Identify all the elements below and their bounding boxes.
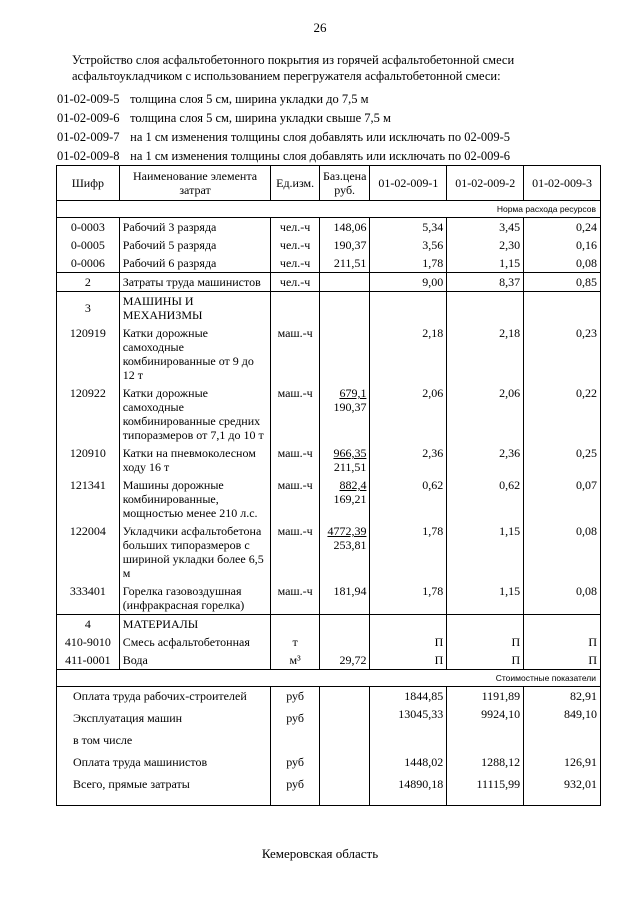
cell-unit: м³ — [271, 651, 320, 670]
cost-v1 — [370, 727, 447, 749]
code: 01-02-009-6 — [57, 111, 120, 125]
cost-v2: 1191,89 — [447, 687, 524, 706]
cell-name: Затраты труда машинистов — [119, 273, 271, 292]
page-number: 26 — [313, 20, 327, 35]
table-row — [57, 384, 601, 444]
cell-price — [319, 324, 370, 384]
cost-unit: руб — [271, 771, 320, 806]
code-description: толщина слоя 5 см, ширина укладки до 7,5 м — [130, 92, 369, 106]
cell-price — [319, 444, 370, 476]
cell-v1: 1,78 — [370, 582, 447, 615]
cell-v2: 3,45 — [447, 218, 524, 237]
cost-row — [57, 771, 601, 806]
cell-v3: 0,22 — [524, 384, 601, 444]
header-name: Наименование элемента затрат — [119, 166, 271, 201]
code-description: на 1 см изменения толщины слоя добавлять или исключать по 02-009-6 — [130, 149, 511, 163]
cell-unit: чел.-ч — [271, 236, 320, 254]
section-title: МАТЕРИАЛЫ — [119, 615, 271, 634]
cell-code: 120919 — [57, 324, 120, 384]
cell-v1: 2,06 — [370, 384, 447, 444]
footer-region: Кемеровская область — [261, 846, 379, 861]
header-code: Шифр — [57, 166, 120, 201]
intro-line: Устройство слоя асфальтобетонного покрытия из горячей асфальтобетонной смеси — [72, 53, 515, 67]
cell-code: 122004 — [57, 522, 120, 582]
cost-v3: 932,01 — [524, 771, 601, 806]
cell-v1: 9,00 — [370, 273, 447, 292]
table-row — [57, 324, 601, 384]
cost-v1: 1448,02 — [370, 749, 447, 771]
cost-v1: 14890,18 — [370, 771, 447, 806]
cell-unit: чел.-ч — [271, 254, 320, 273]
code-list-item — [57, 147, 617, 166]
cell-code: 0-0006 — [57, 254, 120, 273]
cell-v2: 0,62 — [447, 476, 524, 522]
cost-v3: 82,91 — [524, 687, 601, 706]
cell-v3: 0,23 — [524, 324, 601, 384]
cell-v1: 3,56 — [370, 236, 447, 254]
cell-code: 0-0005 — [57, 236, 120, 254]
cost-v1: 1844,85 — [370, 687, 447, 706]
cell-v3: 0,85 — [524, 273, 601, 292]
cell-name: Рабочий 5 разряда — [119, 236, 271, 254]
table-row — [57, 254, 601, 273]
cell-price: 148,06 — [319, 218, 370, 237]
cell-v2: П — [447, 633, 524, 651]
code: 01-02-009-5 — [57, 92, 120, 106]
code: 01-02-009-7 — [57, 130, 120, 144]
price-bottom: 181,94 — [333, 584, 367, 598]
cost-unit: руб — [271, 687, 320, 706]
section-row — [57, 292, 601, 325]
cost-unit: руб — [271, 749, 320, 771]
band-row — [57, 670, 601, 687]
cell-v2: 2,18 — [447, 324, 524, 384]
cell-v1: 1,78 — [370, 254, 447, 273]
cell-code: 411-0001 — [57, 651, 120, 670]
code-description: на 1 см изменения толщины слоя добавлять или исключать по 02-009-5 — [130, 130, 511, 144]
cost-name: Оплата труда рабочих-строителей — [57, 687, 271, 706]
section-title: МАШИНЫ И МЕХАНИЗМЫ — [119, 292, 271, 325]
cell-v3: 0,16 — [524, 236, 601, 254]
cell-v1: 5,34 — [370, 218, 447, 237]
cell-v1: 0,62 — [370, 476, 447, 522]
cell-unit: маш.-ч — [271, 476, 320, 522]
cost-v2: 9924,10 — [447, 705, 524, 727]
cell-v2: 2,30 — [447, 236, 524, 254]
table-row — [57, 651, 601, 670]
cell-v3: П — [524, 633, 601, 651]
cell-price — [319, 476, 370, 522]
cell-v2: 8,37 — [447, 273, 524, 292]
cell-v1: П — [370, 651, 447, 670]
price-top: 966,35 — [333, 446, 367, 460]
section-row — [57, 615, 601, 634]
section-code: 4 — [57, 615, 120, 634]
price-bottom: 169,21 — [333, 492, 367, 506]
cost-name: Эксплуатация машин — [57, 705, 271, 727]
cell-v2: 1,15 — [447, 522, 524, 582]
cell-code: 0-0003 — [57, 218, 120, 237]
price-bottom: 211,51 — [333, 460, 367, 474]
table-row — [57, 218, 601, 237]
cell-v2: 1,15 — [447, 582, 524, 615]
cell-price — [319, 273, 370, 292]
cost-v2: 1288,12 — [447, 749, 524, 771]
table-row — [57, 273, 601, 292]
code-list-item — [57, 128, 617, 147]
code-list-item — [57, 90, 617, 109]
table-row — [57, 444, 601, 476]
cost-row — [57, 705, 601, 727]
cost-v3 — [524, 727, 601, 749]
cell-v3: 0,07 — [524, 476, 601, 522]
table-row — [57, 633, 601, 651]
band-label: Норма расхода ресурсов — [57, 201, 601, 218]
cell-code: 120922 — [57, 384, 120, 444]
header-col-1: 01-02-009-1 — [370, 166, 447, 201]
price-bottom: 253,81 — [333, 538, 367, 552]
cell-price — [319, 633, 370, 651]
cost-row — [57, 727, 601, 749]
cell-v2: 1,15 — [447, 254, 524, 273]
cell-name: Укладчики асфальтобетона больших типоразмеров с шириной укладки более 6,5 м — [119, 522, 271, 582]
cost-v2: 11115,99 — [447, 771, 524, 806]
cost-name: в том числе — [57, 727, 271, 749]
cell-unit: маш.-ч — [271, 384, 320, 444]
cell-price — [319, 582, 370, 615]
cell-code: 410-9010 — [57, 633, 120, 651]
table-row — [57, 522, 601, 582]
cell-price: 29,72 — [319, 651, 370, 670]
price-top: 4772,39 — [327, 524, 367, 538]
cell-name: Катки дорожные самоходные комбинированные средних типоразмеров от 7,1 до 10 т — [119, 384, 271, 444]
cell-v2: 2,36 — [447, 444, 524, 476]
cell-unit: маш.-ч — [271, 324, 320, 384]
cell-unit: маш.-ч — [271, 522, 320, 582]
cell-name: Горелка газовоздушная (инфракрасная горелка) — [119, 582, 271, 615]
table-row — [57, 582, 601, 615]
cell-code: 121341 — [57, 476, 120, 522]
cost-v2 — [447, 727, 524, 749]
cell-unit: чел.-ч — [271, 273, 320, 292]
cell-unit: маш.-ч — [271, 582, 320, 615]
cell-v3: 0,25 — [524, 444, 601, 476]
code: 01-02-009-8 — [57, 149, 120, 163]
cell-price: 211,51 — [319, 254, 370, 273]
price-top: 882,4 — [339, 478, 367, 492]
cell-v1: 2,18 — [370, 324, 447, 384]
cell-v2: П — [447, 651, 524, 670]
cell-price — [319, 522, 370, 582]
resource-table — [56, 165, 601, 806]
cost-row — [57, 749, 601, 771]
cell-code: 2 — [57, 273, 120, 292]
cell-name: Машины дорожные комбинированные, мощностью менее 210 л.с. — [119, 476, 271, 522]
cell-v3: 0,08 — [524, 522, 601, 582]
cell-v1: П — [370, 633, 447, 651]
cost-unit: руб — [271, 705, 320, 727]
cost-v1: 13045,33 — [370, 705, 447, 727]
cell-v3: 0,08 — [524, 582, 601, 615]
table-row — [57, 236, 601, 254]
code-list-item — [57, 109, 617, 128]
cell-name: Смесь асфальтобетонная — [119, 633, 271, 651]
code-description: толщина слоя 5 см, ширина укладки свыше 7,5 м — [130, 111, 391, 125]
cell-unit: т — [271, 633, 320, 651]
cell-price: 190,37 — [319, 236, 370, 254]
intro-line: асфальтоукладчиком с использованием перегружателя асфальтобетонной смеси: — [72, 69, 501, 83]
cost-name: Всего, прямые затраты — [57, 771, 271, 806]
cell-v3: 0,08 — [524, 254, 601, 273]
cell-unit: маш.-ч — [271, 444, 320, 476]
price-bottom: 190,37 — [333, 400, 367, 414]
section-code: 3 — [57, 292, 120, 325]
cost-v3: 849,10 — [524, 705, 601, 727]
code-list — [57, 90, 617, 166]
cell-name: Катки на пневмоколесном ходу 16 т — [119, 444, 271, 476]
cell-name: Рабочий 6 разряда — [119, 254, 271, 273]
header-price: Баз.цена руб. — [319, 166, 370, 201]
header-col-2: 01-02-009-2 — [447, 166, 524, 201]
cell-v2: 2,06 — [447, 384, 524, 444]
table-header-row — [57, 166, 601, 201]
cell-code: 333401 — [57, 582, 120, 615]
header-unit: Ед.изм. — [271, 166, 320, 201]
table-row — [57, 476, 601, 522]
header-col-3: 01-02-009-3 — [524, 166, 601, 201]
band-row — [57, 201, 601, 218]
cell-name: Вода — [119, 651, 271, 670]
cost-unit — [271, 727, 320, 749]
cell-name: Катки дорожные самоходные комбинированные от 9 до 12 т — [119, 324, 271, 384]
cost-row — [57, 687, 601, 706]
cost-v3: 126,91 — [524, 749, 601, 771]
cell-unit: чел.-ч — [271, 218, 320, 237]
band-label: Стоимостные показатели — [57, 670, 601, 687]
cell-code: 120910 — [57, 444, 120, 476]
cell-v1: 1,78 — [370, 522, 447, 582]
cell-price — [319, 384, 370, 444]
price-top: 679,1 — [339, 386, 367, 400]
cell-v1: 2,36 — [370, 444, 447, 476]
cost-name: Оплата труда машинистов — [57, 749, 271, 771]
cell-name: Рабочий 3 разряда — [119, 218, 271, 237]
intro-text — [72, 52, 592, 84]
cell-v3: 0,24 — [524, 218, 601, 237]
cell-v3: П — [524, 651, 601, 670]
